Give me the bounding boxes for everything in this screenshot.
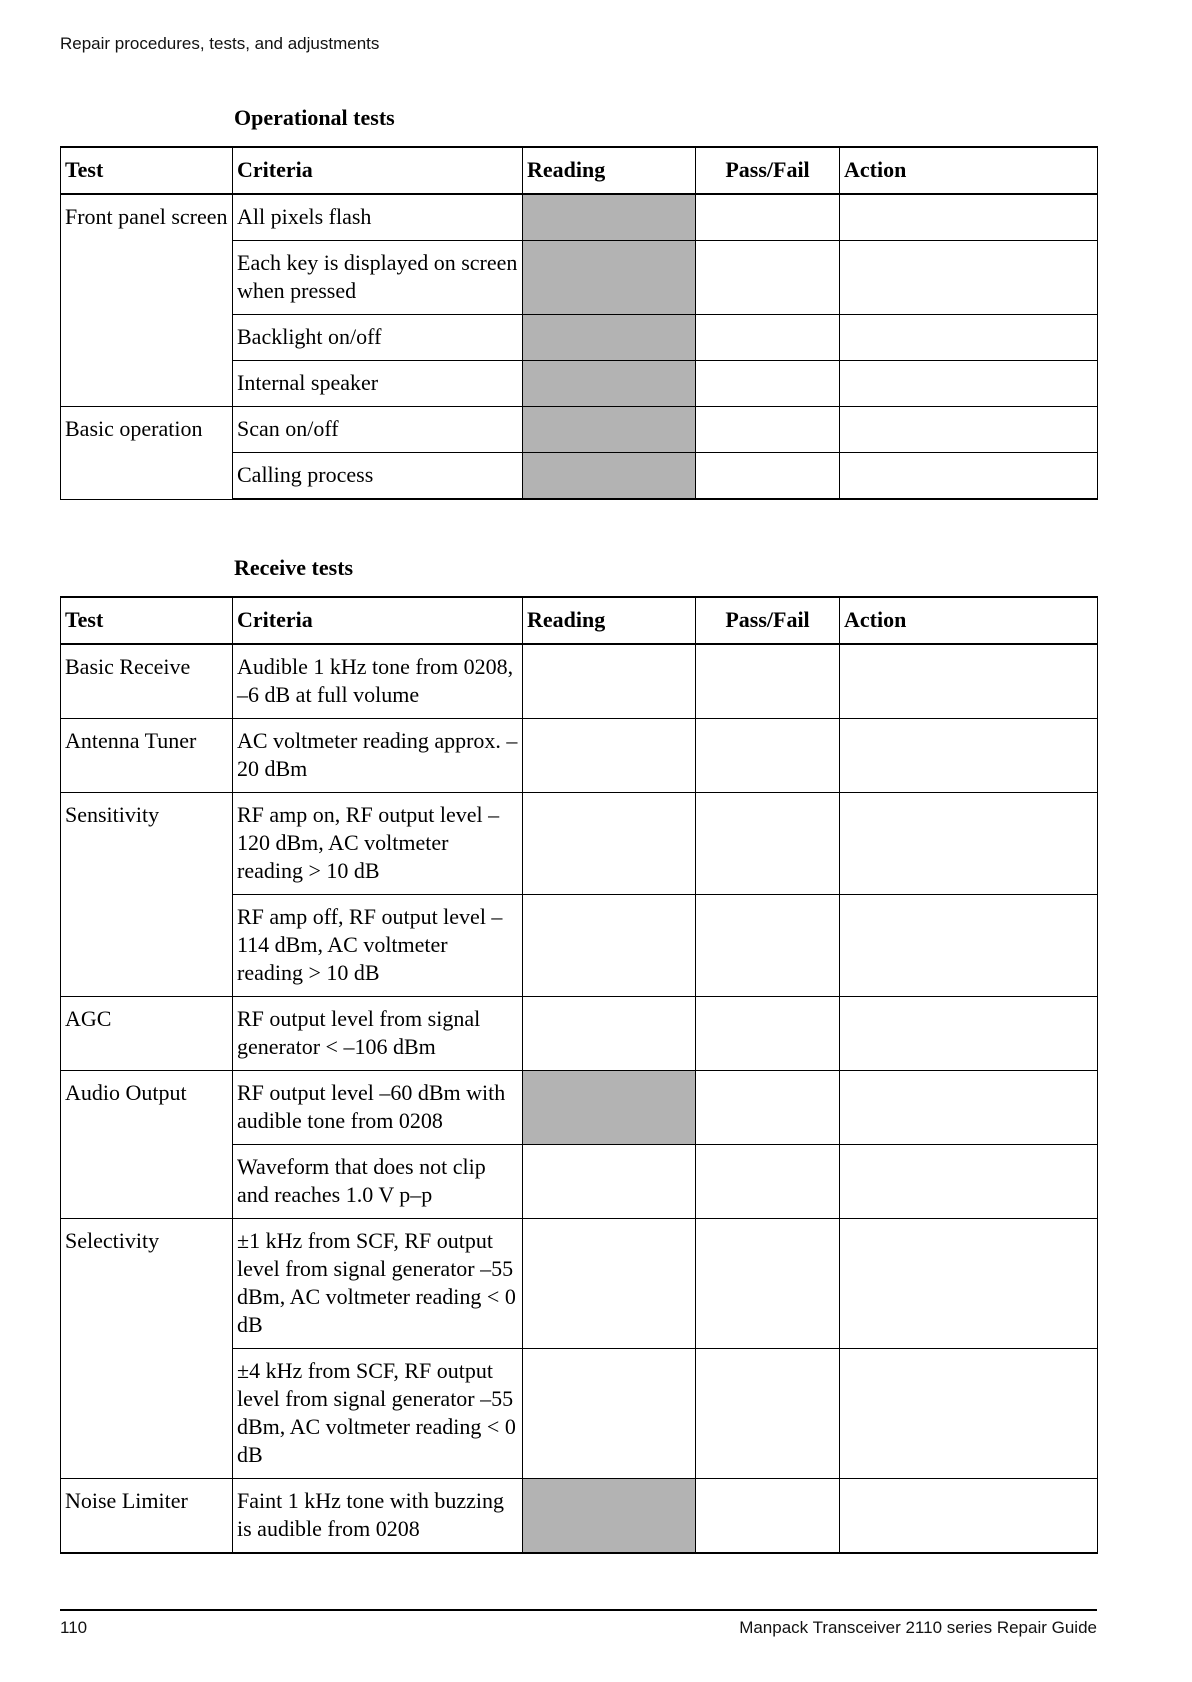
column-header-action: Action bbox=[840, 597, 1098, 644]
operational-tests-title: Operational tests bbox=[234, 105, 395, 130]
receive-tests-table bbox=[60, 596, 1098, 1554]
reading-cell-shaded bbox=[523, 453, 696, 500]
running-header: Repair procedures, tests, and adjustments bbox=[60, 34, 380, 53]
table-row bbox=[61, 719, 1098, 793]
test-cell: Audio Output bbox=[61, 1071, 233, 1219]
criteria-cell: All pixels flash bbox=[233, 194, 523, 241]
criteria-cell: RF amp off, RF output level –114 dBm, AC voltmeter reading > 10 dB bbox=[233, 895, 523, 997]
table-header-row bbox=[61, 147, 1098, 194]
action-cell bbox=[840, 1145, 1098, 1219]
reading-cell bbox=[523, 895, 696, 997]
test-cell: Antenna Tuner bbox=[61, 719, 233, 793]
criteria-cell: Internal speaker bbox=[233, 361, 523, 407]
action-cell bbox=[840, 1479, 1098, 1554]
test-cell: Front panel screen bbox=[61, 194, 233, 407]
receive-tests-title: Receive tests bbox=[234, 555, 354, 580]
reading-cell-shaded bbox=[523, 1071, 696, 1145]
action-cell bbox=[840, 1219, 1098, 1349]
action-cell bbox=[840, 1071, 1098, 1145]
criteria-cell: ±4 kHz from SCF, RF output level from signal generator –55 dBm, AC voltmeter reading < 0 dB bbox=[233, 1349, 523, 1479]
action-cell bbox=[840, 361, 1098, 407]
reading-cell-shaded bbox=[523, 361, 696, 407]
reading-cell bbox=[523, 997, 696, 1071]
pass-fail-cell bbox=[696, 315, 840, 361]
pass-fail-cell bbox=[696, 194, 840, 241]
reading-cell bbox=[523, 719, 696, 793]
table-row bbox=[61, 644, 1098, 719]
action-cell bbox=[840, 407, 1098, 453]
pass-fail-cell bbox=[696, 997, 840, 1071]
table-row bbox=[61, 407, 1098, 453]
column-header-pass-fail: Pass/Fail bbox=[696, 597, 840, 644]
pass-fail-cell bbox=[696, 241, 840, 315]
criteria-cell: Waveform that does not clip and reaches 1.0 V p–p bbox=[233, 1145, 523, 1219]
test-cell: Sensitivity bbox=[61, 793, 233, 997]
action-cell bbox=[840, 315, 1098, 361]
test-cell: Basic operation bbox=[61, 407, 233, 500]
pass-fail-cell bbox=[696, 1349, 840, 1479]
table-row bbox=[61, 194, 1098, 241]
reading-cell bbox=[523, 644, 696, 719]
column-header-reading: Reading bbox=[523, 147, 696, 194]
pass-fail-cell bbox=[696, 793, 840, 895]
action-cell bbox=[840, 453, 1098, 500]
column-header-criteria: Criteria bbox=[233, 147, 523, 194]
table-row bbox=[61, 1479, 1098, 1554]
action-cell bbox=[840, 241, 1098, 315]
criteria-cell: Faint 1 kHz tone with buzzing is audible from 0208 bbox=[233, 1479, 523, 1554]
table-header-row bbox=[61, 597, 1098, 644]
pass-fail-cell bbox=[696, 644, 840, 719]
reading-cell-shaded bbox=[523, 315, 696, 361]
pass-fail-cell bbox=[696, 895, 840, 997]
column-header-pass-fail: Pass/Fail bbox=[696, 147, 840, 194]
test-cell: Selectivity bbox=[61, 1219, 233, 1479]
reading-cell bbox=[523, 793, 696, 895]
action-cell bbox=[840, 997, 1098, 1071]
pass-fail-cell bbox=[696, 407, 840, 453]
reading-cell-shaded bbox=[523, 1479, 696, 1554]
pass-fail-cell bbox=[696, 1479, 840, 1554]
column-header-test: Test bbox=[61, 147, 233, 194]
pass-fail-cell bbox=[696, 1071, 840, 1145]
criteria-cell: ±1 kHz from SCF, RF output level from signal generator –55 dBm, AC voltmeter reading < 0 dB bbox=[233, 1219, 523, 1349]
test-cell: AGC bbox=[61, 997, 233, 1071]
page-number: 110 bbox=[60, 1618, 88, 1637]
pass-fail-cell bbox=[696, 1219, 840, 1349]
column-header-criteria: Criteria bbox=[233, 597, 523, 644]
action-cell bbox=[840, 793, 1098, 895]
reading-cell bbox=[523, 1219, 696, 1349]
reading-cell-shaded bbox=[523, 407, 696, 453]
reading-cell bbox=[523, 1145, 696, 1219]
reading-cell bbox=[523, 1349, 696, 1479]
criteria-cell: Scan on/off bbox=[233, 407, 523, 453]
reading-cell-shaded bbox=[523, 241, 696, 315]
pass-fail-cell bbox=[696, 361, 840, 407]
action-cell bbox=[840, 194, 1098, 241]
table-row bbox=[61, 1071, 1098, 1145]
action-cell bbox=[840, 895, 1098, 997]
footer-rule bbox=[60, 1609, 1097, 1611]
criteria-cell: RF output level –60 dBm with audible tone from 0208 bbox=[233, 1071, 523, 1145]
footer-document-title: Manpack Transceiver 2110 series Repair Guide bbox=[739, 1618, 1097, 1637]
criteria-cell: Audible 1 kHz tone from 0208, –6 dB at full volume bbox=[233, 644, 523, 719]
column-header-test: Test bbox=[61, 597, 233, 644]
table-row bbox=[61, 997, 1098, 1071]
criteria-cell: Calling process bbox=[233, 453, 523, 500]
test-cell: Basic Receive bbox=[61, 644, 233, 719]
criteria-cell: RF amp on, RF output level –120 dBm, AC voltmeter reading > 10 dB bbox=[233, 793, 523, 895]
criteria-cell: Each key is displayed on screen when pressed bbox=[233, 241, 523, 315]
pass-fail-cell bbox=[696, 719, 840, 793]
pass-fail-cell bbox=[696, 1145, 840, 1219]
action-cell bbox=[840, 1349, 1098, 1479]
action-cell bbox=[840, 644, 1098, 719]
column-header-action: Action bbox=[840, 147, 1098, 194]
criteria-cell: RF output level from signal generator < –106 dBm bbox=[233, 997, 523, 1071]
criteria-cell: AC voltmeter reading approx. –20 dBm bbox=[233, 719, 523, 793]
column-header-reading: Reading bbox=[523, 597, 696, 644]
table-row bbox=[61, 793, 1098, 895]
table-row bbox=[61, 1219, 1098, 1349]
reading-cell-shaded bbox=[523, 194, 696, 241]
criteria-cell: Backlight on/off bbox=[233, 315, 523, 361]
action-cell bbox=[840, 719, 1098, 793]
pass-fail-cell bbox=[696, 453, 840, 500]
operational-tests-table bbox=[60, 146, 1098, 500]
test-cell: Noise Limiter bbox=[61, 1479, 233, 1554]
